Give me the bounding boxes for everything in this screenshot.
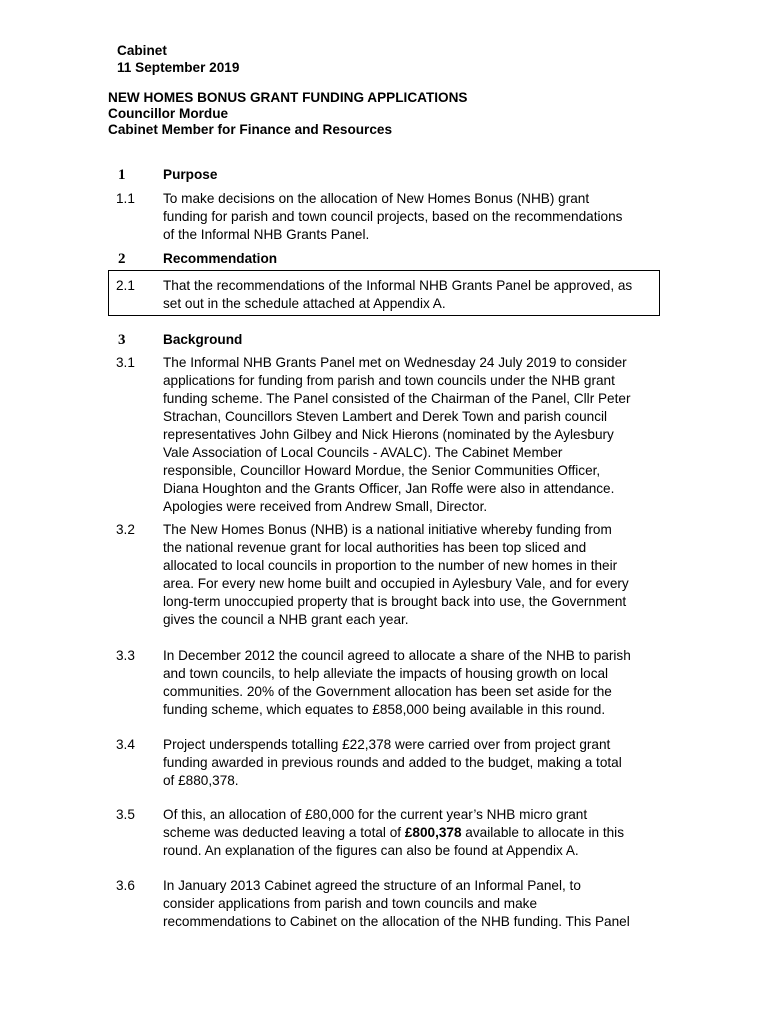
meeting-name: Cabinet (117, 43, 167, 58)
cabinet-member-role: Cabinet Member for Finance and Resources (108, 122, 393, 137)
paragraph-2-1 (163, 277, 663, 313)
paragraph-line: consider applications from parish and town councils and make (163, 896, 538, 911)
paragraph-number-3-1: 3.1 (116, 355, 135, 370)
paragraph-number-3-4: 3.4 (116, 737, 135, 752)
paragraph-line: and town councils, to help alleviate the impacts of housing growth on local (163, 666, 609, 681)
section-heading-recommendation: Recommendation (163, 251, 278, 266)
meeting-date: 11 September 2019 (117, 60, 240, 75)
councillor-name: Councillor Mordue (108, 106, 229, 121)
paragraph-line: Project underspends totalling £22,378 were carried over from project grant (163, 737, 611, 752)
paragraph-3-1 (163, 354, 663, 516)
paragraph-line: funding awarded in previous rounds and added to the budget, making a total (163, 755, 622, 770)
paragraph-line: Apologies were received from Andrew Small, Director. (163, 499, 488, 514)
section-number-3: 3 (118, 332, 126, 348)
paragraph-line: In January 2013 Cabinet agreed the structure of an Informal Panel, to (163, 878, 581, 893)
paragraph-3-4 (163, 736, 663, 790)
paragraph-number-3-5: 3.5 (116, 807, 135, 822)
paragraph-line: area. For every new home built and occupied in Aylesbury Vale, and for every (163, 576, 629, 591)
section-number-2: 2 (118, 251, 126, 267)
paragraph-line: communities. 20% of the Government allocation has been set aside for the (163, 684, 612, 699)
paragraph-line: That the recommendations of the Informal NHB Grants Panel be approved, as (163, 278, 633, 293)
paragraph-3-3 (163, 647, 663, 719)
paragraph-number-3-2: 3.2 (116, 522, 135, 537)
paragraph-line: Of this, an allocation of £80,000 for the current year’s NHB micro grant (163, 807, 588, 822)
paragraph-line: The New Homes Bonus (NHB) is a national initiative whereby funding from (163, 522, 612, 537)
paragraph-line: set out in the schedule attached at Appendix A. (163, 296, 446, 311)
paragraph-line: The Informal NHB Grants Panel met on Wednesday 24 July 2019 to consider (163, 355, 627, 370)
paragraph-line: applications for funding from parish and town councils under the NHB grant (163, 373, 615, 388)
text-run: scheme was deducted leaving a total of (163, 825, 405, 840)
paragraph-line: responsible, Councillor Howard Mordue, the Senior Communities Officer, (163, 463, 601, 478)
paragraph-line: gives the council a NHB grant each year. (163, 612, 409, 627)
paragraph-line: the national revenue grant for local authorities has been top sliced and (163, 540, 587, 555)
paragraph-line: funding scheme. The Panel consisted of the Chairman of the Panel, Cllr Peter (163, 391, 631, 406)
paragraph-line: representatives John Gilbey and Nick Hierons (nominated by the Aylesbury (163, 427, 614, 442)
section-number-1: 1 (118, 167, 126, 183)
paragraph-line: of £880,378. (163, 773, 239, 788)
section-heading-background: Background (163, 332, 243, 347)
total-available-amount: £800,378 (404, 825, 462, 840)
paragraph-line: funding scheme, which equates to £858,000 being available in this round. (163, 702, 606, 717)
paragraph-3-6 (163, 877, 663, 931)
paragraph-number-1-1: 1.1 (116, 191, 135, 206)
paragraph-3-5 (163, 806, 663, 860)
paragraph-line: round. An explanation of the figures can also be found at Appendix A. (163, 843, 579, 858)
paragraph-line: Strachan, Councillors Steven Lambert and Derek Town and parish council (163, 409, 608, 424)
text-run: available to allocate in this (461, 825, 624, 840)
paragraph-line: funding for parish and town council projects, based on the recommendations (163, 209, 623, 224)
paragraph-line: of the Informal NHB Grants Panel. (163, 227, 370, 242)
paragraph-line: To make decisions on the allocation of New Homes Bonus (NHB) grant (163, 191, 590, 206)
paragraph-line: Vale Association of Local Councils - AVALC). The Cabinet Member (163, 445, 563, 460)
paragraph-line: Diana Houghton and the Grants Officer, Jan Roffe were also in attendance. (163, 481, 615, 496)
paragraph-line (163, 824, 663, 842)
paragraph-number-2-1: 2.1 (116, 278, 135, 293)
paragraph-number-3-6: 3.6 (116, 878, 135, 893)
paragraph-line: recommendations to Cabinet on the allocation of the NHB funding. This Panel (163, 914, 630, 929)
paragraph-line: allocated to local councils in proportion to the number of new homes in their (163, 558, 618, 573)
paragraph-1-1 (163, 190, 663, 244)
paragraph-line: In December 2012 the council agreed to allocate a share of the NHB to parish (163, 648, 631, 663)
paragraph-number-3-3: 3.3 (116, 648, 135, 663)
paragraph-line: long-term unoccupied property that is brought back into use, the Government (163, 594, 627, 609)
report-title: NEW HOMES BONUS GRANT FUNDING APPLICATIONS (108, 90, 468, 105)
section-heading-purpose: Purpose (163, 167, 218, 182)
paragraph-3-2 (163, 521, 663, 629)
